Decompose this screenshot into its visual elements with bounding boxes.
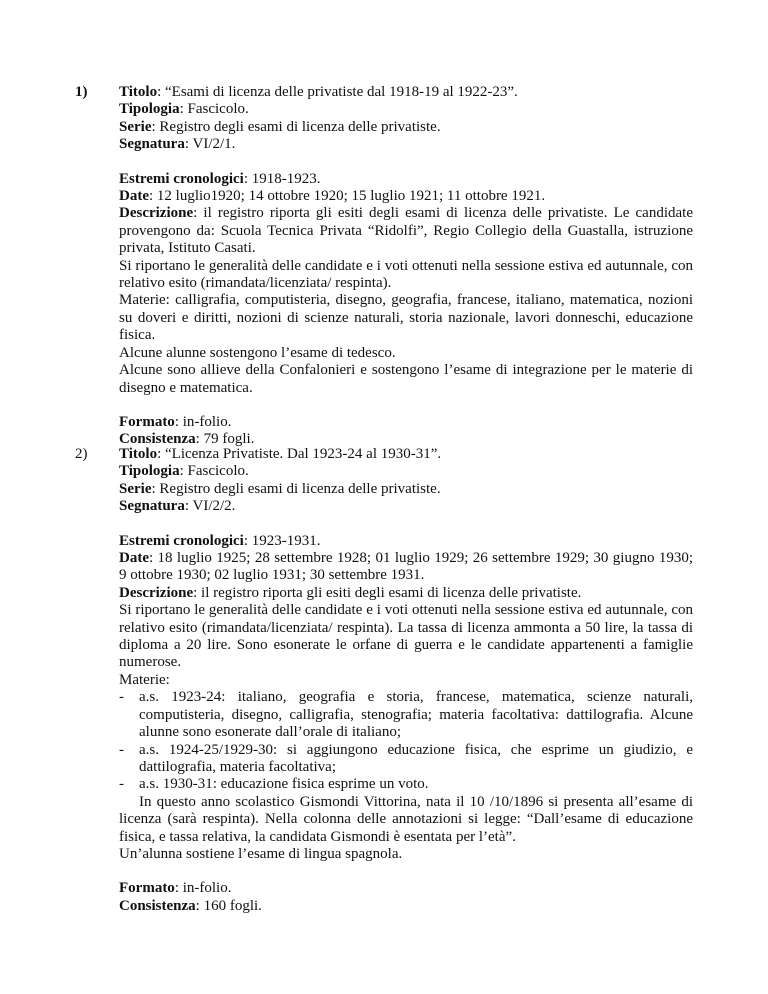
serie-value: : Registro degli esami di licenza delle privatiste. (151, 480, 441, 497)
bullet-dash: - (119, 689, 124, 706)
list-item (119, 742, 693, 777)
paragraph: In questo anno scolastico Gismondi Vittorina, nata il 10 /10/1896 si presenta all’esame di licenza (sarà respinta). Nella colonna delle annotazioni si legge: “Dall’esame di educazione fisica, e tassa relativa, la candidata Gismondi è esentata per l’età”. (119, 793, 693, 845)
serie-label: Serie (119, 480, 152, 497)
segnatura-value: : VI/2/2. (184, 498, 236, 515)
date-line (119, 188, 693, 205)
list-item (119, 689, 693, 741)
titolo-value: : “Esami di licenza delle privatiste dal 1918-19 al 1922-23”. (157, 84, 518, 100)
date-label: Date (119, 188, 149, 205)
descrizione-paragraph (119, 205, 693, 257)
segnatura-label: Segnatura (119, 136, 185, 153)
titolo-label: Titolo (119, 446, 158, 462)
descrizione-value: : il registro riporta gli esiti degli esami di licenza delle privatiste. (193, 584, 582, 601)
date-value: : 18 luglio 1925; 28 settembre 1928; 01 luglio 1929; 26 settembre 1929; 30 giugno 1930; 9 ottobre 1930; 02 luglio 1931; 30 settembre 1931. (119, 550, 693, 584)
paragraph: Alcune alunne sostengono l’esame di tedesco. (119, 344, 396, 361)
tipologia-label: Tipologia (119, 463, 180, 480)
bullet-dash: - (119, 741, 124, 758)
list-item (119, 776, 693, 793)
paragraph: Si riportano le generalità delle candidate e i voti ottenuti nella sessione estiva ed autunnale, con relativo esito (rimandata/licenziata/ respinta). (119, 257, 693, 292)
formato-label: Formato (119, 413, 175, 430)
consistenza-label: Consistenza (119, 897, 196, 914)
estremi-value: : 1918-1923. (243, 170, 321, 187)
formato-value: : in-folio. (174, 413, 232, 430)
paragraph: Un’alunna sostiene l’esame di lingua spagnola. (119, 845, 403, 862)
serie-label: Serie (119, 118, 152, 135)
tipologia-line (119, 101, 693, 118)
formato-line (119, 880, 693, 897)
formato-line (119, 414, 693, 431)
serie-value: : Registro degli esami di licenza delle privatiste. (151, 118, 441, 135)
materie-paragraph: Materie: calligrafia, computisteria, disegno, geografia, francese, italiano, matematica, nozioni su doveri e diritti, nozioni di scienze naturali, storia nazionale, lavori donneschi, educazione fisica. (119, 292, 693, 344)
consistenza-value: : 79 fogli. (195, 431, 255, 448)
descrizione-label: Descrizione (119, 584, 194, 601)
bullet-dash: - (119, 776, 124, 793)
list-item-text: a.s. 1930-31: educazione fisica esprime un voto. (139, 776, 429, 793)
titolo-line (119, 84, 693, 101)
segnatura-label: Segnatura (119, 498, 185, 515)
entry-number: 1) (75, 84, 88, 100)
formato-value: : in-folio. (174, 880, 232, 897)
estremi-label: Estremi cronologici (119, 532, 244, 549)
date-value: : 12 luglio1920; 14 ottobre 1920; 15 luglio 1921; 11 ottobre 1921. (149, 188, 546, 205)
entry-number: 2) (75, 446, 88, 462)
formato-label: Formato (119, 880, 175, 897)
consistenza-line (119, 898, 693, 915)
tipologia-line (119, 463, 693, 480)
titolo-label: Titolo (119, 84, 158, 100)
segnatura-value: : VI/2/1. (184, 136, 236, 153)
segnatura-line (119, 498, 693, 515)
descrizione-label: Descrizione (119, 205, 194, 222)
tipologia-label: Tipologia (119, 101, 180, 118)
estremi-line (119, 533, 693, 550)
list-item-text: a.s. 1924-25/1929-30: si aggiungono educazione fisica, che esprime un giudizio, e dattilografia, materia facoltativa; (139, 741, 693, 775)
descrizione-paragraph (119, 585, 693, 602)
estremi-value: : 1923-1931. (243, 532, 321, 549)
consistenza-value: : 160 fogli. (195, 897, 262, 914)
entry-content (119, 446, 693, 915)
tipologia-value: : Fascicolo. (179, 463, 249, 480)
list-item-text: a.s. 1923-24: italiano, geografia e storia, francese, matematica, scienze naturali, computisteria, disegno, calligrafia, stenografia; materia facoltativa: dattilografia. Alcune alunne sono esonerate dall’orale di italiano; (139, 689, 693, 741)
titolo-line (119, 446, 693, 463)
serie-line (119, 481, 693, 498)
titolo-value: : “Licenza Privatiste. Dal 1923-24 al 1930-31”. (157, 446, 442, 462)
paragraph: Alcune sono allieve della Confalonieri e sostengono l’esame di integrazione per le materie di disegno e matematica. (119, 362, 693, 396)
estremi-label: Estremi cronologici (119, 170, 244, 187)
date-line (119, 550, 693, 585)
segnatura-line (119, 136, 693, 153)
serie-line (119, 119, 693, 136)
estremi-line (119, 171, 693, 188)
materie-label: Materie: (119, 671, 170, 688)
descrizione-value: : il registro riporta gli esiti degli esami di licenza delle privatiste. Le candidate provengono da: Scuola Tecnica Privata “Ridolfi”, Regio Collegio della Guastalla, istruzione privata, Istituto Casati. (119, 205, 693, 257)
entry-content (119, 84, 693, 449)
consistenza-label: Consistenza (119, 431, 196, 448)
paragraph: Si riportano le generalità delle candidate e i voti ottenuti nella sessione estiva ed autunnale, con relativo esito (rimandata/licenziata/ respinta). La tassa di licenza ammonta a 50 lire, la tassa di diploma a 20 lire. Sono esonerate le orfane di guerra e le candidate appartenenti a famiglie numerose. (119, 602, 693, 671)
date-label: Date (119, 550, 149, 567)
tipologia-value: : Fascicolo. (179, 101, 249, 118)
